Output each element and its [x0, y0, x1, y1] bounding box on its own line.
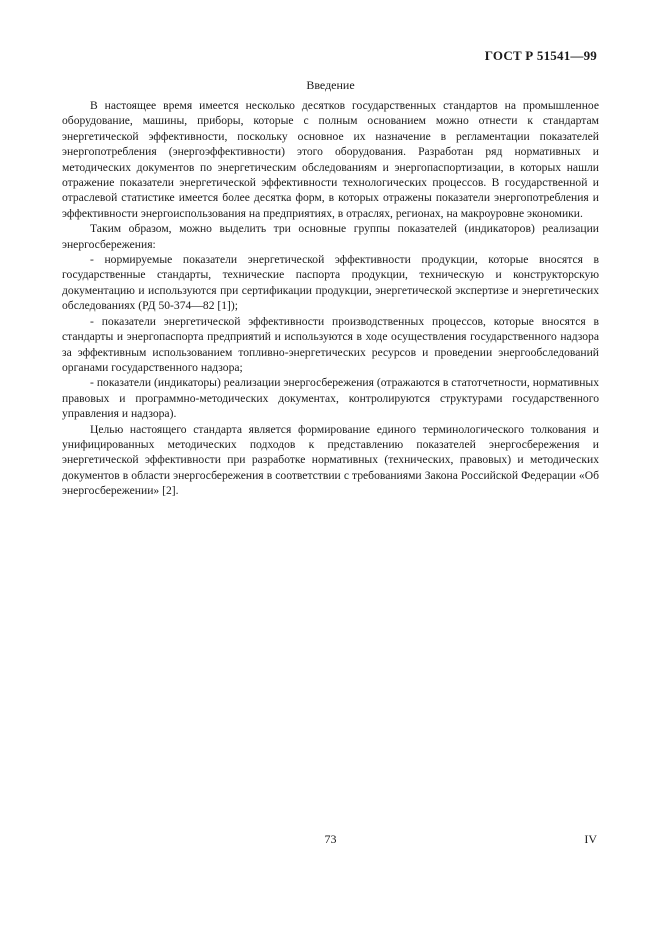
body-text — [62, 98, 599, 499]
section-title: Введение — [306, 78, 355, 92]
list-item: - нормируемые показатели энергетической эффективности продукции, которые вносятся в государственные стандарты, технические паспорта продукции, техническую и конструкторскую документацию и используются при сертификации продукции, энергетической экспертизе и энергетических обследованиях (РД 50-374—82 [1]); — [62, 253, 599, 313]
paragraph: Таким образом, можно выделить три основные группы показателей (индикаторов) реализации энергосбережения: — [62, 222, 599, 251]
document-code: ГОСТ Р 51541—99 — [484, 48, 597, 63]
paragraph: В настоящее время имеется несколько десятков государственных стандартов на промышленное оборудование, машины, приборы, которые с полным основанием можно отнести к стандартам энергетической эффективности, поскольку основное их назначение в регламентации показателей энергопотребления (энергоэффективности) этого оборудования. Разработан ряд нормативных и методических документов по энергетическим обследованиям и энергопаспортизации, в которых нашли отражение показатели энергетической эффективности технологических процессов. В государственной и отраслевой статистике имеется более десятка форм, в которых отражены показатели энергопотребления и эффективности энергоиспользования на предприятиях, в отраслях, регионах, на макроуровне экономики. — [62, 99, 599, 220]
list-item: - показатели (индикаторы) реализации энергосбережения (отражаются в статотчетности, нормативных правовых и программно-методических документах, контролируются структурами государственного управления и надзора). — [62, 376, 599, 421]
paragraph: Целью настоящего стандарта является формирование единого терминологического толкования и унифицированных методических подходов к представлению показателей энергосбережения и энергетической эффективности при разработке нормативных (технических, правовых) и методических документов в области энергосбережения в соответствии с требованиями Закона Российской Федерации «Об энергосбережении» [2]. — [62, 422, 599, 498]
roman-page-number: IV — [584, 832, 597, 846]
list-item: - показатели энергетической эффективности производственных процессов, которые вносятся в стандарты и энергопаспорта предприятий и используются в ходе осуществления государственного надзора за эффективным использованием топливно-энергетических ресурсов и проведении энергообследований органами государственного надзора; — [62, 314, 599, 374]
page-number: 73 — [324, 832, 337, 846]
